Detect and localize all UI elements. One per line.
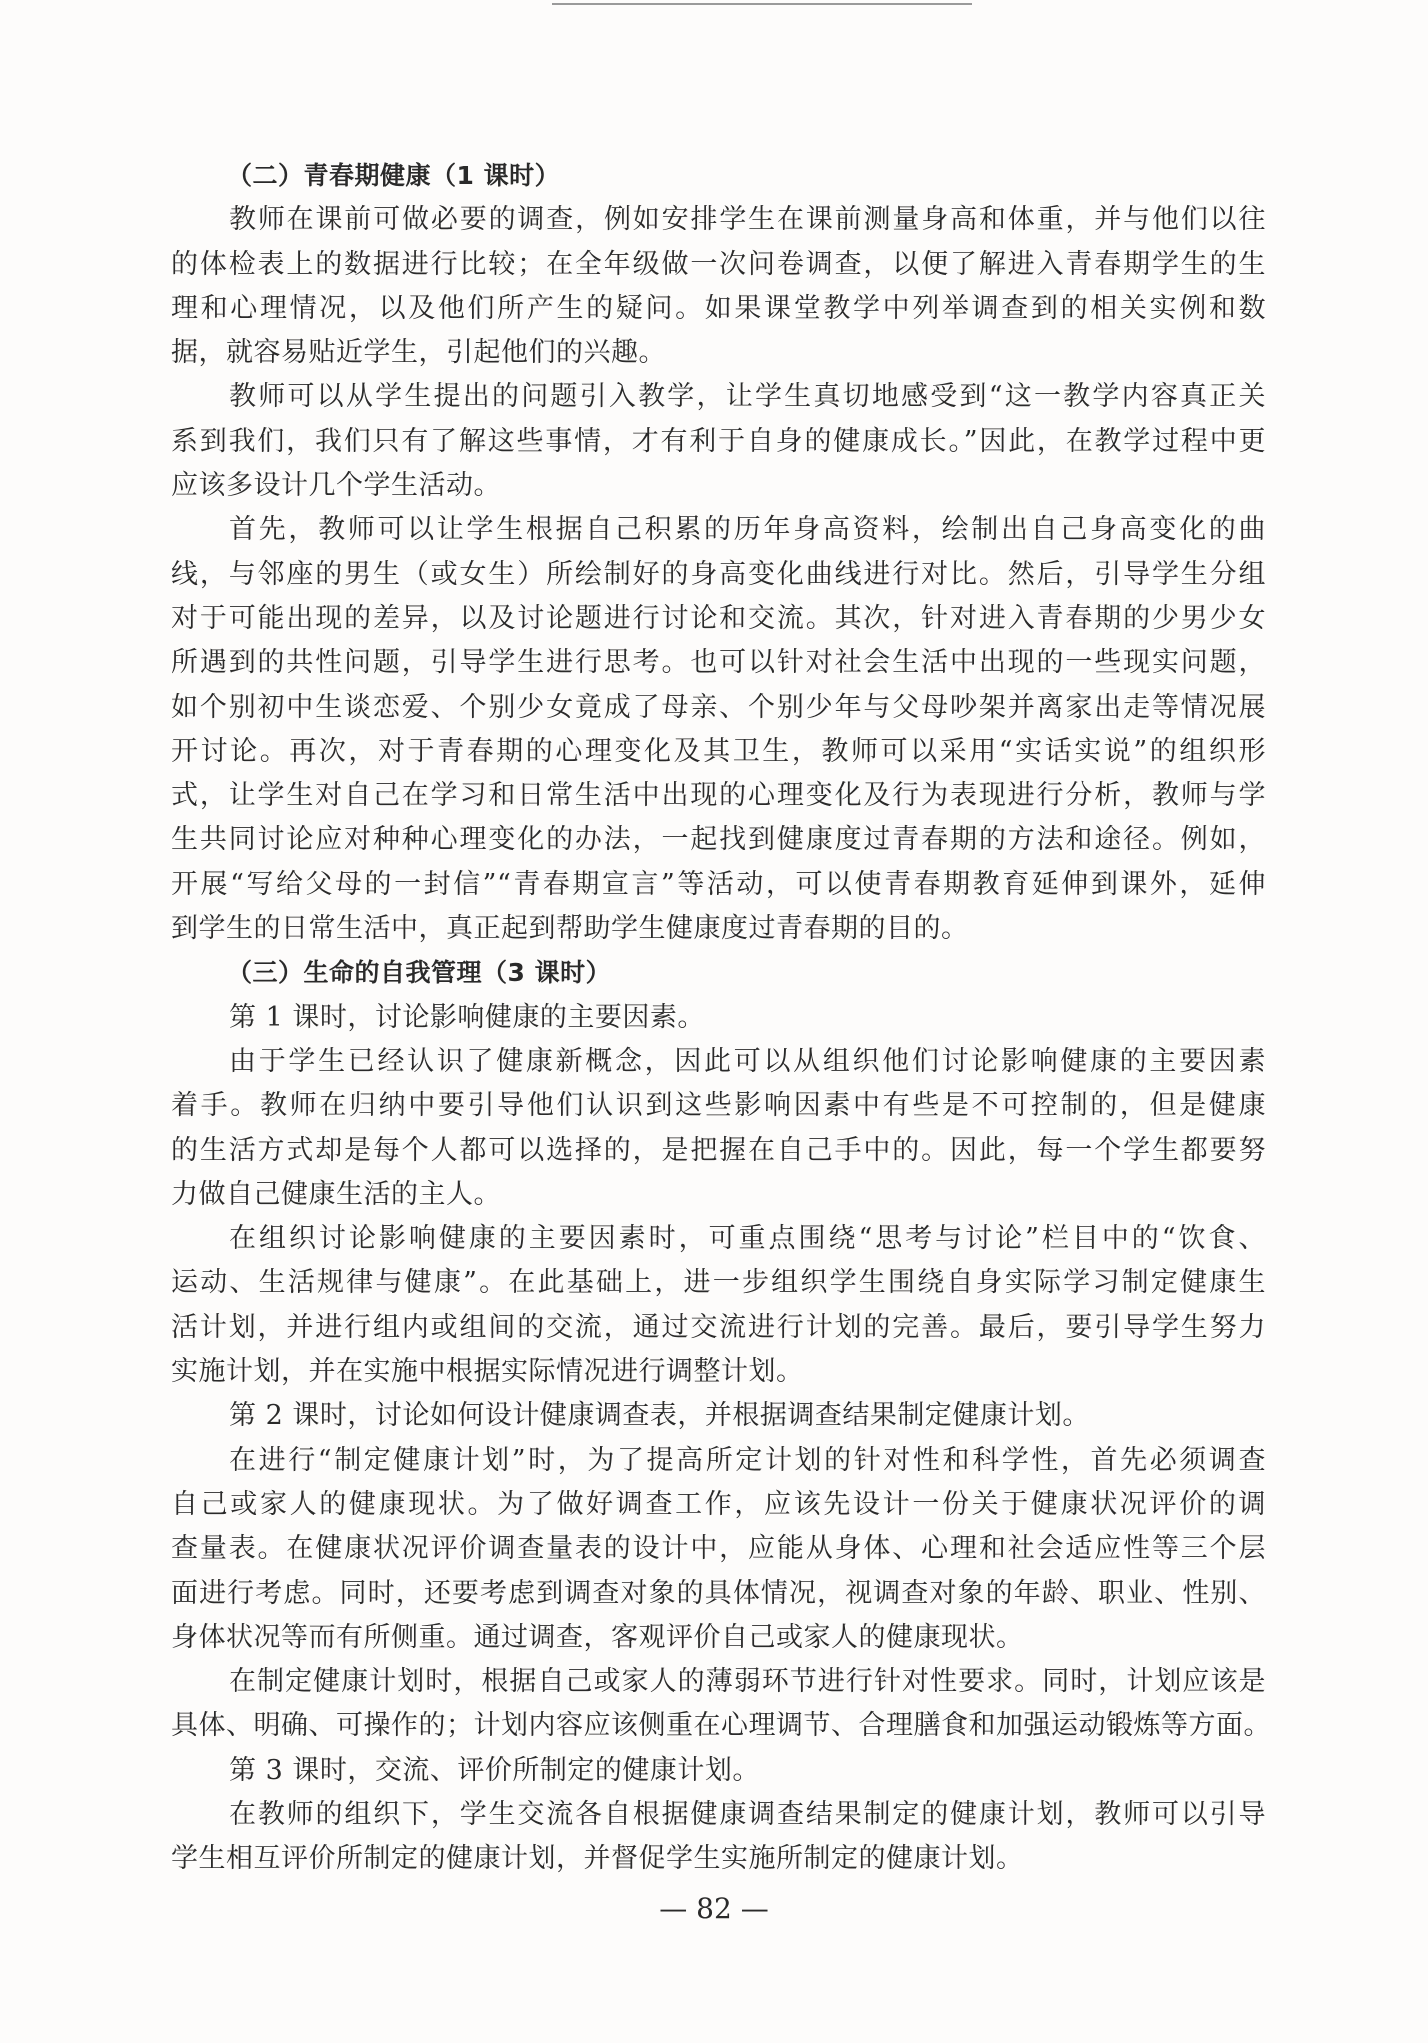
text-line: 开展“写给父母的一封信”“青春期宣言”等活动，可以使青春期教育延伸到课外，延伸	[171, 868, 1266, 900]
text-line: 理和心理情况，以及他们所产生的疑问。如果课堂教学中列举调查到的相关实例和数	[171, 292, 1266, 324]
text-line: 着手。教师在归纳中要引导他们认识到这些影响因素中有些是不可控制的，但是健康	[171, 1090, 1266, 1122]
section-heading: （三）生命的自我管理（3 课时）	[227, 958, 612, 988]
text-line: 所遇到的共性问题，引导学生进行思考。也可以针对社会生活中出现的一些现实问题，	[171, 647, 1266, 679]
text-line: 活计划，并进行组内或组间的交流，通过交流进行计划的完善。最后，要引导学生努力	[171, 1311, 1266, 1343]
text-line: 具体、明确、可操作的；计划内容应该侧重在心理调节、合理膳食和加强运动锻炼等方面。	[171, 1710, 1271, 1742]
text-line: 的生活方式却是每个人都可以选择的，是把握在自己手中的。因此，每一个学生都要努	[171, 1134, 1266, 1166]
text-line: 自己或家人的健康现状。为了做好调查工作，应该先设计一份关于健康状况评价的调	[171, 1488, 1266, 1520]
text-line: 由于学生已经认识了健康新概念，因此可以从组织他们讨论影响健康的主要因素	[229, 1045, 1266, 1077]
page-number: — 82 —	[659, 1892, 769, 1925]
text-line: 应该多设计几个学生活动。	[171, 470, 501, 502]
top-rule	[552, 3, 972, 5]
text-line: 开讨论。再次，对于青春期的心理变化及其卫生，教师可以采用“实话实说”的组织形	[171, 735, 1266, 767]
text-line: 系到我们，我们只有了解这些事情，才有利于自身的健康成长。”因此，在教学过程中更	[171, 425, 1266, 457]
text-line: 生共同讨论应对种种心理变化的办法，一起找到健康度过青春期的方法和途径。例如，	[171, 824, 1266, 856]
text-line: 在制定健康计划时，根据自己或家人的薄弱环节进行针对性要求。同时，计划应该是	[229, 1666, 1266, 1698]
text-line: 运动、生活规律与健康”。在此基础上，进一步组织学生围绕自身实际学习制定健康生	[171, 1267, 1266, 1299]
text-line: 第 1 课时，讨论影响健康的主要因素。	[229, 1001, 705, 1033]
text-line: 面进行考虑。同时，还要考虑到调查对象的具体情况，视调查对象的年龄、职业、性别、	[171, 1577, 1266, 1609]
text-line: 对于可能出现的差异，以及讨论题进行讨论和交流。其次，针对进入青春期的少男少女	[171, 602, 1266, 634]
text-line: 的体检表上的数据进行比较；在全年级做一次问卷调查，以便了解进入青春期学生的生	[171, 248, 1266, 280]
text-line: 在组织讨论影响健康的主要因素时，可重点围绕“思考与讨论”栏目中的“饮食、	[229, 1223, 1266, 1255]
text-line: 身体状况等而有所侧重。通过调查，客观评价自己或家人的健康现状。	[171, 1621, 1024, 1653]
text-line: 如个别初中生谈恋爱、个别少女竟成了母亲、个别少年与父母吵架并离家出走等情况展	[171, 691, 1266, 723]
text-line: 首先，教师可以让学生根据自己积累的历年身高资料，绘制出自己身高变化的曲	[229, 514, 1266, 546]
text-line: 在教师的组织下，学生交流各自根据健康调查结果制定的健康计划，教师可以引导	[229, 1798, 1266, 1830]
text-line: 教师在课前可做必要的调查，例如安排学生在课前测量身高和体重，并与他们以往	[229, 204, 1266, 236]
text-line: 学生相互评价所制定的健康计划，并督促学生实施所制定的健康计划。	[171, 1843, 1024, 1875]
text-line: 查量表。在健康状况评价调查量表的设计中，应能从身体、心理和社会适应性等三个层	[171, 1533, 1266, 1565]
text-line: 实施计划，并在实施中根据实际情况进行调整计划。	[171, 1356, 804, 1388]
text-line: 第 3 课时，交流、评价所制定的健康计划。	[229, 1754, 760, 1786]
text-line: 线，与邻座的男生（或女生）所绘制好的身高变化曲线进行对比。然后，引导学生分组	[171, 558, 1266, 590]
section-heading: （二）青春期健康（1 课时）	[227, 161, 561, 190]
text-line: 到学生的日常生活中，真正起到帮助学生健康度过青春期的目的。	[171, 913, 969, 945]
text-line: 教师可以从学生提出的问题引入教学，让学生真切地感受到“这一教学内容真正关	[229, 381, 1266, 413]
text-line: 式，让学生对自己在学习和日常生活中出现的心理变化及行为表现进行分析，教师与学	[171, 780, 1266, 812]
text-line: 力做自己健康生活的主人。	[171, 1178, 501, 1210]
text-line: 第 2 课时，讨论如何设计健康调查表，并根据调查结果制定健康计划。	[229, 1400, 1090, 1432]
text-line: 在进行“制定健康计划”时，为了提高所定计划的针对性和科学性，首先必须调查	[229, 1444, 1266, 1476]
text-line: 据，就容易贴近学生，引起他们的兴趣。	[171, 337, 666, 369]
body-text	[171, 154, 1271, 1882]
